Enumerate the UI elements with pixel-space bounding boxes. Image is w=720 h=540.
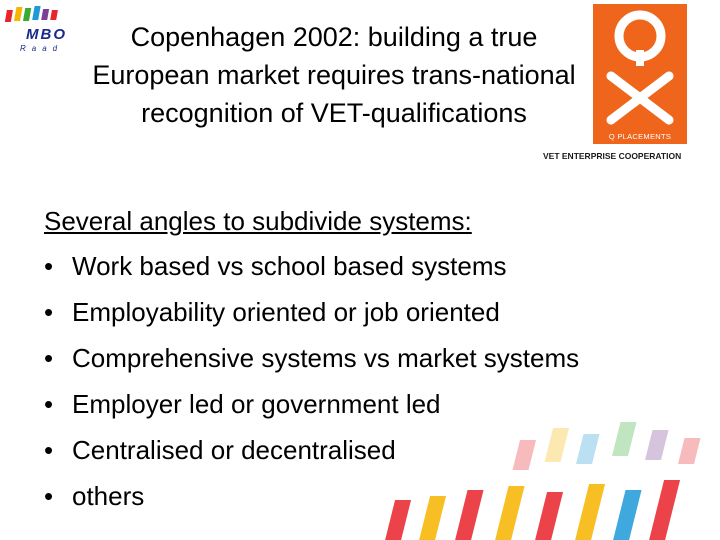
colored-flags-icon: [380, 400, 720, 540]
bullet-icon: •: [44, 435, 54, 465]
slide-title: Copenhagen 2002: building a true European market requires trans-national recognition of VET-qualifications: [92, 22, 576, 128]
list-item-text: Employability oriented or job oriented: [72, 297, 500, 327]
bullet-icon: •: [44, 389, 54, 419]
list-item-text: Comprehensive systems vs market systems: [72, 343, 580, 373]
mbo-raad-logo: [4, 4, 78, 56]
vet-cooperation-tagline: VET ENTERPRISE COOPERATION: [543, 151, 682, 161]
q-placements-caption: Q PLACEMENTS: [608, 132, 672, 141]
decorative-flags: [380, 400, 720, 540]
list-item-text: Work based vs school based systems: [72, 251, 507, 281]
list-item: [44, 335, 704, 381]
list-item: [44, 289, 704, 335]
q-placements-logo: [593, 4, 687, 144]
q-figure-icon: [593, 4, 687, 128]
bullet-icon: •: [44, 343, 54, 373]
bullet-icon: •: [44, 297, 54, 327]
list-item-text: Employer led or government led: [72, 389, 441, 419]
mbo-wordmark: MBO: [26, 26, 67, 43]
list-item-text: others: [72, 481, 145, 511]
bullet-icon: •: [44, 251, 54, 281]
mbo-subtitle: Raad: [20, 44, 64, 53]
bullet-icon: •: [44, 481, 54, 511]
body-heading: Several angles to subdivide systems:: [44, 206, 472, 236]
list-item: [44, 243, 704, 289]
list-item-text: Centralised or decentralised: [72, 435, 396, 465]
